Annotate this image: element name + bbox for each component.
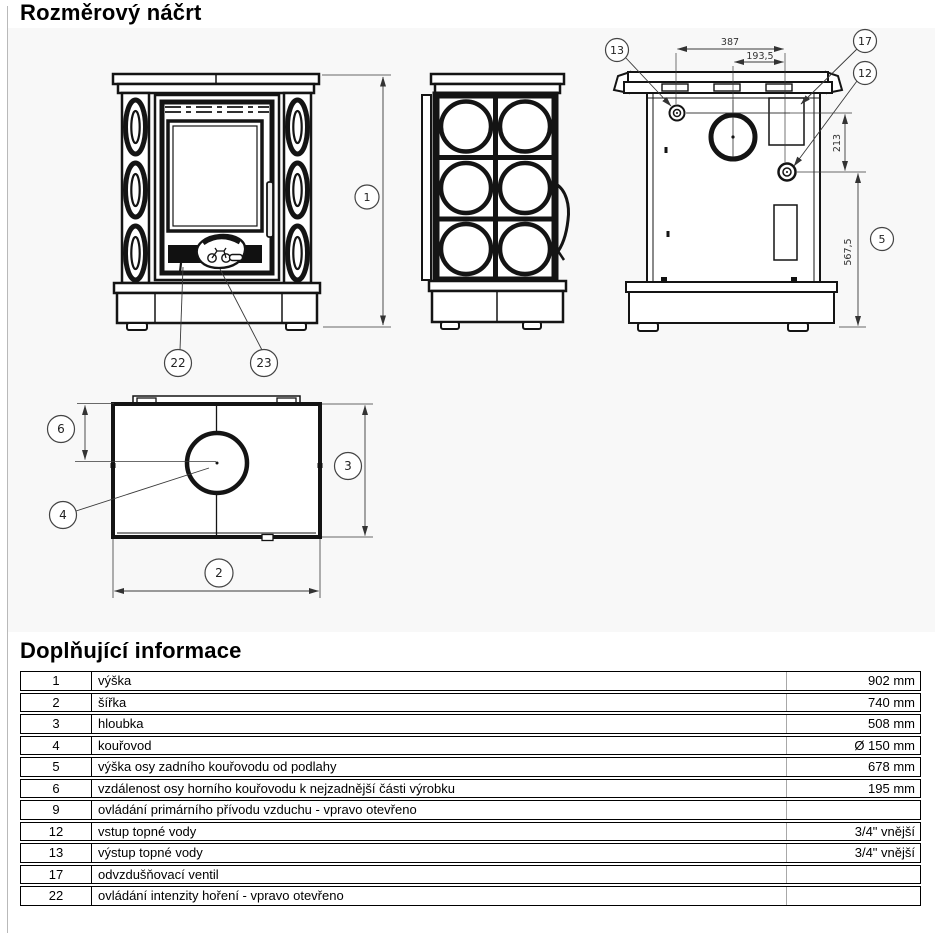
row-number: 9 bbox=[21, 801, 92, 819]
front-view bbox=[113, 74, 320, 330]
row-description: odvzdušňovací ventil bbox=[98, 866, 219, 882]
top-view bbox=[111, 396, 323, 541]
row-value bbox=[786, 866, 920, 884]
row-number: 12 bbox=[21, 823, 92, 841]
callout-top-flue-distance-label: 6 bbox=[57, 422, 65, 436]
table-row bbox=[20, 843, 921, 863]
row-number: 3 bbox=[21, 715, 92, 733]
row-value: 678 mm bbox=[786, 758, 920, 776]
table-row bbox=[20, 779, 921, 799]
table-row bbox=[20, 822, 921, 842]
back-view bbox=[614, 72, 842, 331]
water-outlet-fitting bbox=[670, 106, 685, 121]
dim-213: 213 bbox=[832, 133, 843, 153]
table-row bbox=[20, 865, 921, 885]
table-row bbox=[20, 736, 921, 756]
row-number: 1 bbox=[21, 672, 92, 690]
table-row bbox=[20, 800, 921, 820]
row-number: 5 bbox=[21, 758, 92, 776]
page-title: Rozměrový náčrt bbox=[20, 0, 202, 25]
callout-vent-valve-label: 17 bbox=[858, 35, 872, 48]
table-row bbox=[20, 714, 921, 734]
door-glass bbox=[168, 121, 262, 231]
door-handle bbox=[267, 182, 273, 237]
table-row bbox=[20, 693, 921, 713]
row-description: šířka bbox=[98, 694, 127, 710]
row-value: 902 mm bbox=[786, 672, 920, 690]
callout-intensity-label: 22 bbox=[170, 356, 186, 370]
row-description: vzdálenost osy horního kouřovodu k nejzadnější části výrobku bbox=[98, 780, 455, 796]
side-view bbox=[422, 74, 569, 329]
row-description: výstup topné vody bbox=[98, 845, 203, 860]
row-value: 3/4" vnější bbox=[786, 844, 920, 862]
row-description: výška bbox=[98, 673, 132, 688]
info-table bbox=[20, 671, 921, 908]
row-number: 17 bbox=[21, 866, 92, 884]
table-row bbox=[20, 671, 921, 691]
row-number: 6 bbox=[21, 780, 92, 798]
row-number: 13 bbox=[21, 844, 92, 862]
emblem bbox=[197, 235, 245, 268]
dim-193-5: 193,5 bbox=[746, 51, 774, 62]
dim-567-5: 567,5 bbox=[843, 238, 854, 266]
row-value: Ø 150 mm bbox=[786, 737, 920, 755]
row-value: 195 mm bbox=[786, 780, 920, 798]
row-description: ovládání intenzity hoření - vpravo otevřeno bbox=[98, 888, 344, 903]
row-description: hloubka bbox=[98, 716, 144, 731]
row-value: 740 mm bbox=[786, 694, 920, 712]
row-description: ovládání primárního přívodu vzduchu - vpravo otevřeno bbox=[98, 802, 417, 817]
callout-rear-flue-height-label: 5 bbox=[878, 233, 886, 246]
row-description: výška osy zadního kouřovodu od podlahy bbox=[98, 759, 337, 774]
dim-387: 387 bbox=[720, 37, 740, 48]
callout-water-inlet-label: 12 bbox=[858, 67, 872, 80]
row-number: 2 bbox=[21, 694, 92, 712]
callout-emblem-label: 23 bbox=[256, 356, 272, 370]
row-number: 22 bbox=[21, 887, 92, 905]
row-number: 4 bbox=[21, 737, 92, 755]
row-value: 3/4" vnější bbox=[786, 823, 920, 841]
callout-water-outlet-label: 13 bbox=[610, 44, 624, 57]
callout-height-label: 1 bbox=[363, 191, 371, 204]
callout-depth-label: 3 bbox=[344, 459, 352, 473]
row-value: 508 mm bbox=[786, 715, 920, 733]
water-inlet-fitting bbox=[779, 164, 796, 181]
row-value bbox=[786, 887, 920, 905]
air-control-lever bbox=[180, 263, 181, 272]
callout-width-label: 2 bbox=[215, 566, 223, 580]
row-description: kouřovod bbox=[98, 737, 152, 753]
table-row bbox=[20, 886, 921, 906]
info-title: Doplňující informace bbox=[20, 638, 242, 663]
table-row bbox=[20, 757, 921, 777]
row-value bbox=[786, 801, 920, 819]
callout-flue-label: 4 bbox=[59, 508, 67, 522]
row-description: vstup topné vody bbox=[98, 823, 197, 839]
